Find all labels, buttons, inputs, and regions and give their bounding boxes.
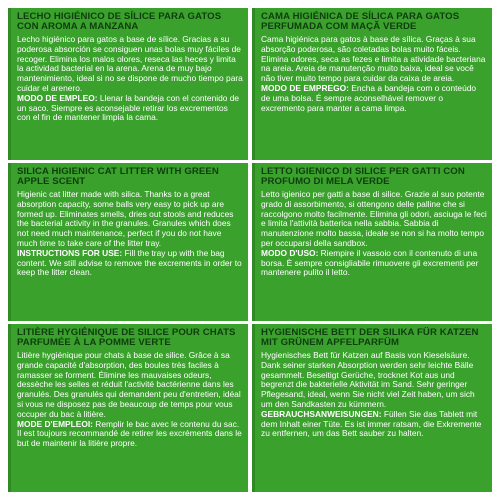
panel-title: SILICA HIGIENIC CAT LITTER WITH GREEN APPLE SCENT bbox=[17, 166, 219, 187]
panel-body bbox=[17, 35, 243, 123]
panel-portuguese bbox=[252, 8, 492, 160]
panel-body bbox=[261, 351, 487, 439]
panel-english bbox=[8, 163, 248, 321]
panel-body bbox=[17, 190, 243, 278]
panel-body bbox=[261, 190, 487, 278]
instructions-text: Remplir le bac avec le contenu du sac. Il est toujours recommandé de retirer les excréments dans le but de maintenir la litière propre. bbox=[17, 418, 242, 449]
panel-description: Letto igienico per gatti a base di silice. Grazie al suo potente grado di assorbimento, si ottengono delle palline che si raccolgono molto facilmente. Elimina gli odori, asciuga le feci e limita l'attività batterica nella sabbia. Sabbia di manutenzione molto bassa, ideale se non si ha molto tempo per occuparsi della sandbox. bbox=[261, 189, 487, 248]
panel-spanish bbox=[8, 8, 248, 160]
instructions-text: Füllen Sie das Tablett mit dem Inhalt einer Tüte. Es ist immer ratsam, die Exkremente zu entfernen, um das Bett sauber zu halten. bbox=[261, 408, 482, 439]
panel-title: HYGIENISCHE BETT DER SILIKA FÜR KATZEN MIT GRÜNEM APFELPARFÜM bbox=[261, 327, 479, 348]
instructions-text: Encha a bandeja com o conteúdo de uma bolsa. É sempre aconselhável remover o excremento para manter a cama limpa. bbox=[261, 82, 477, 113]
panel-body bbox=[17, 351, 243, 449]
instructions-text: Fill the tray up with the bag content. We still advise to remove the excrements in order to keep the litter clean. bbox=[17, 247, 242, 278]
panel-title: CAMA HIGIÉNICA DE SÍLICA PARA GATOS PERFUMADA COM MAÇÃ VERDE bbox=[261, 11, 460, 32]
instructions-text: Llenar la bandeja con el contenido de un saco. Siempre es aconsejable retirar los excrementos con el fin de mantener limpia la cama. bbox=[17, 92, 240, 123]
panel-french bbox=[8, 324, 248, 492]
panel-description: Cama higiénica para gatos à base de sílica. Graças à sua absorção poderosa, são coletadas bolas muito fáceis. Elimina odores, seca as fezes e limita a atividade bacteriana na areia. Areia de manutenção muito baixa, ideal se você não tiver muito tempo para cuidar da caixa de areia. bbox=[261, 34, 486, 84]
panel-german bbox=[252, 324, 492, 492]
panel-body bbox=[261, 35, 487, 113]
instructions-label: MODO DE EMPREGO: bbox=[261, 82, 349, 93]
panel-title: LETTO IGIENICO DI SILICE PER GATTI CON PROFUMO DI MELA VERDE bbox=[261, 166, 465, 187]
panel-description: Higienic cat litter made with silica. Thanks to a great absorption capacity, some balls very easy to pick up are formed up. Eliminates smells, dries out stools and reduces the bacterial activity in the granules. Granules which does not need much maintenance, perfect if you do not have much time to take care of the litter tray. bbox=[17, 189, 234, 248]
panel-title: LITIÈRE HYGIÉNIQUE DE SILICE POUR CHATS PARFUMÉE À LA POMME VERTE bbox=[17, 327, 236, 348]
instructions-label: MODE D'EMPLEOI: bbox=[17, 418, 93, 429]
instructions-label: GEBRAUCHSANWEISUNGEN: bbox=[261, 408, 382, 419]
panel-italian bbox=[252, 163, 492, 321]
panel-title: LECHO HIGIÉNICO DE SÍLICE PARA GATOS CON AROMA A MANZANA bbox=[17, 11, 222, 32]
instructions-text: Riempire il vassoio con il contenuto di una borsa. È sempre consigliabile rimuovere gli excrementi per mantenere pulito il letto. bbox=[261, 247, 479, 278]
panel-description: Litière hygiénique pour chats à base de silice. Grâce à sa grande capacité d'absorption, des boules très faciles à ramasser se forment. Élimine les mauvaises odeurs, dessèche les selles et réduit l'activité bactérienne dans les granulés. Des granulés qui demandent peu d'entretien, idéal si vous ne disposez pas de beaucoup de temps pour vous occuper du bac à litière. bbox=[17, 350, 241, 419]
instructions-label: INSTRUCTIONS FOR USE: bbox=[17, 247, 123, 258]
language-panels-grid bbox=[8, 8, 492, 492]
instructions-label: MODO D'USO: bbox=[261, 247, 319, 258]
panel-description: Lecho higiénico para gatos a base de sílice. Gracias a su poderosa absorción se consiguen unas bolas muy fáciles de recoger. Elimina los malos olores, reseca las heces y limita la actividad bacterial en la arena. Arena de muy bajo mantenimiento, ideal si no se dispone de mucho tiempo para cuidar el arenero. bbox=[17, 34, 243, 93]
panel-description: Hygienisches Bett für Katzen auf Basis von Kieselsäure. Dank seiner starken Absorption werden sehr leichte Bälle gesammelt. Beseitigt Gerüche, trocknet Kot aus und begrenzt die bakterielle Aktivität im Sand. Sehr geringer Pflegesand, ideal, wenn Sie nicht viel Zeit haben, um sich um den Sandkasten zu kümmern. bbox=[261, 350, 475, 409]
instructions-label: MODO DE EMPLEO: bbox=[17, 92, 98, 103]
